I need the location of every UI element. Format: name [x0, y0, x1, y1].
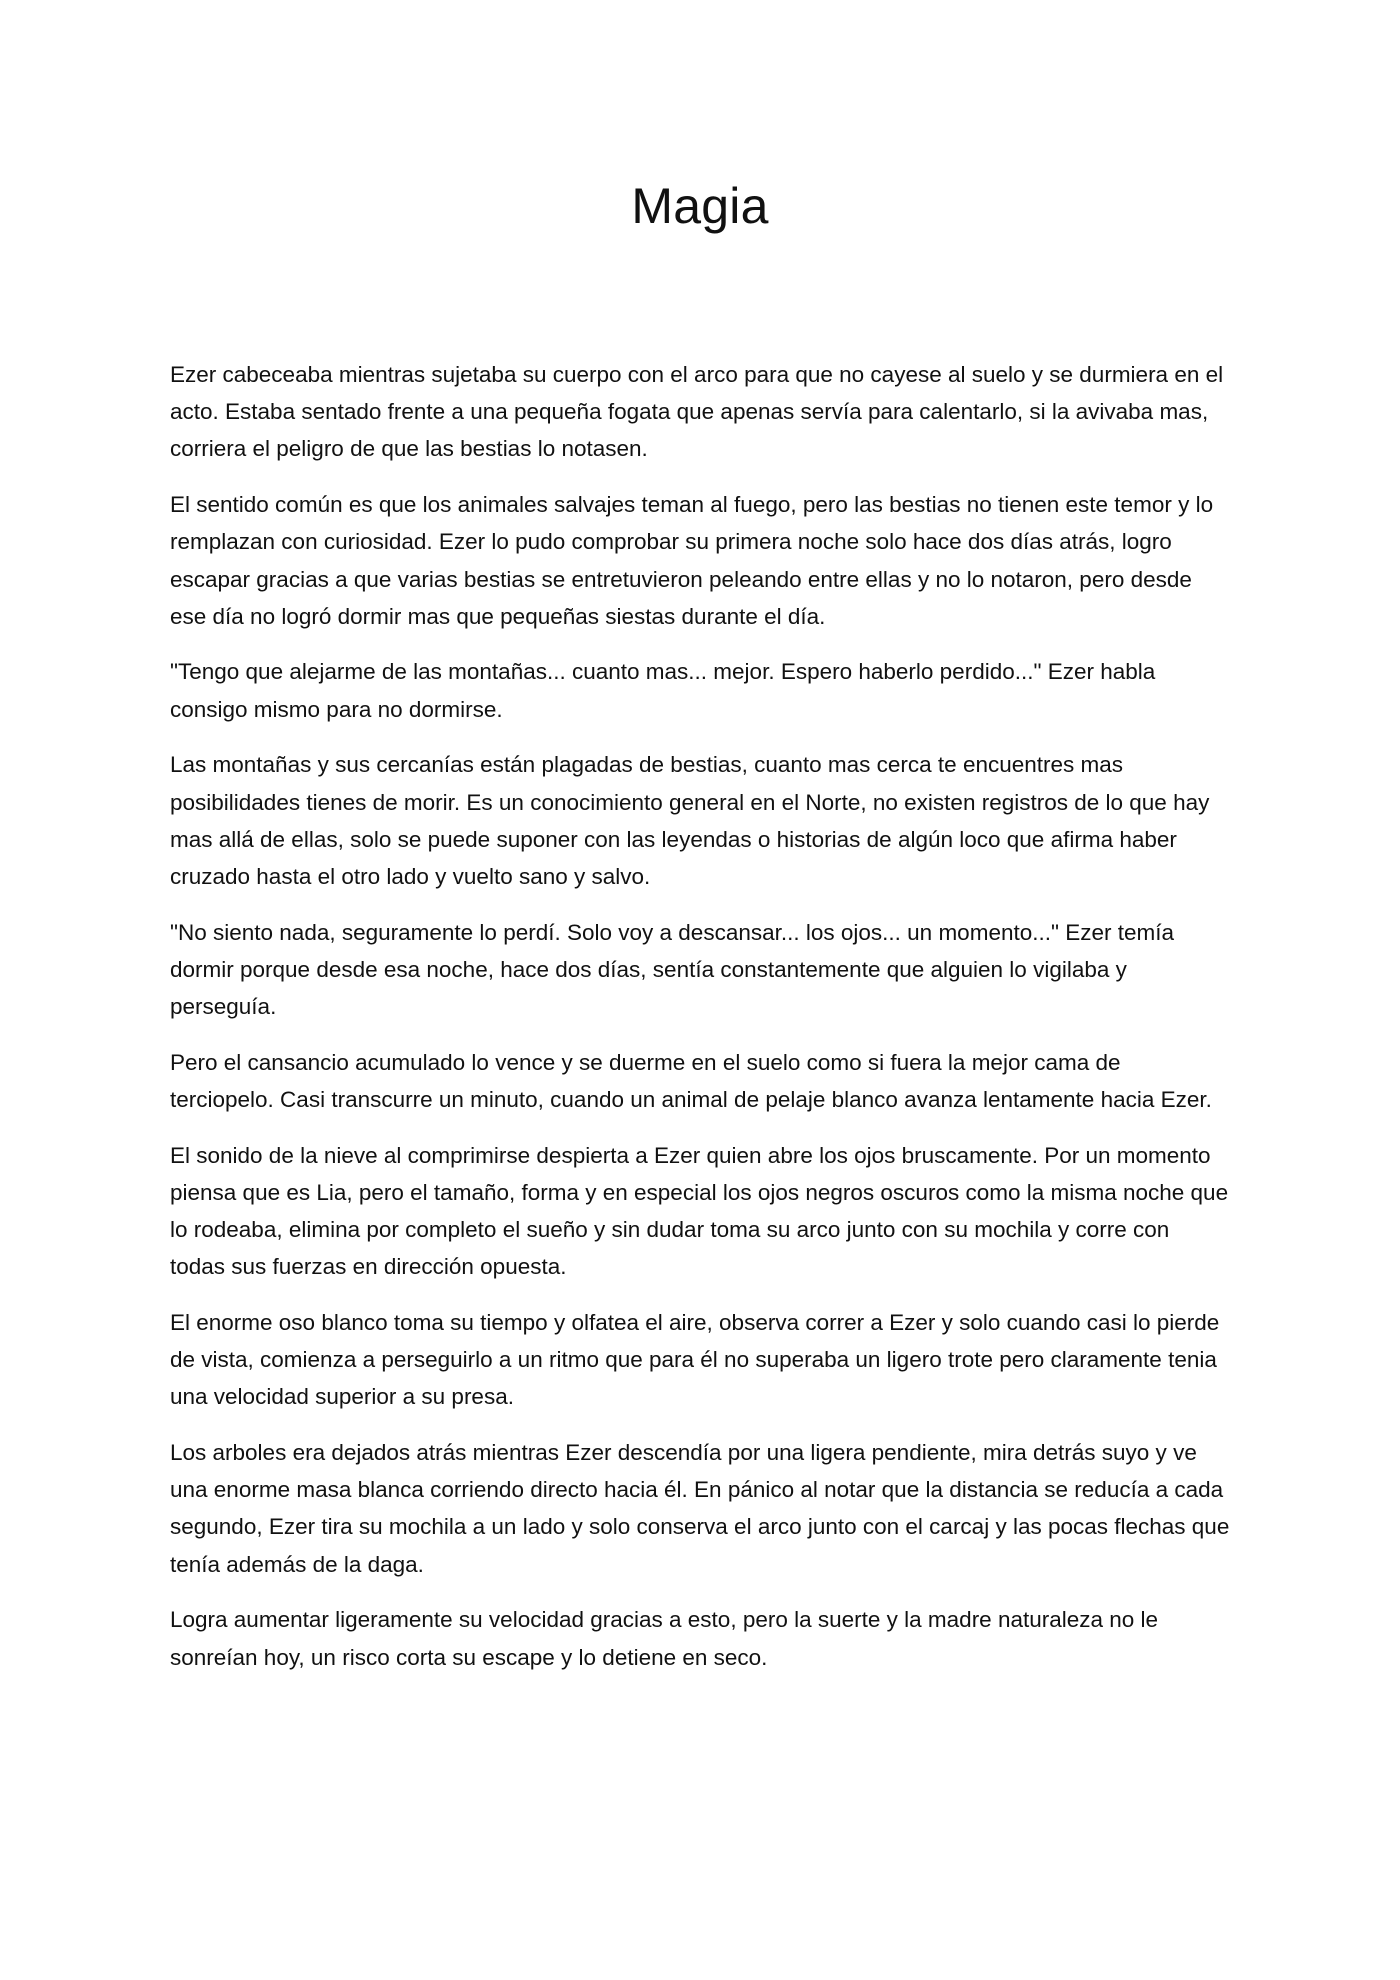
- paragraph-8: El enorme oso blanco toma su tiempo y olfatea el aire, observa correr a Ezer y solo cuando casi lo pierde de vista, comienza a perseguirlo a un ritmo que para él no superaba un ligero trote pero claramente tenia una velocidad superior a su presa.: [170, 1309, 1220, 1410]
- paragraph-1: Ezer cabeceaba mientras sujetaba su cuerpo con el arco para que no cayese al suelo y se durmiera en el acto. Estaba sentado frente a una pequeña fogata que apenas servía para calentarlo, si la avivaba mas, corriera el peligro de que las bestias lo notasen.: [170, 362, 1224, 462]
- paragraph-6: Pero el cansancio acumulado lo vence y se duerme en el suelo como si fuera la mejor cama de terciopelo. Casi transcurre un minuto, cuando un animal de pelaje blanco avanza lentamente hacia Ezer.: [170, 1049, 1212, 1112]
- paragraph-7: El sonido de la nieve al comprimirse despierta a Ezer quien abre los ojos bruscamente. Por un momento piensa que es Lia, pero el tamaño, forma y en especial los ojos negros oscuros como la misma noche que lo rodeaba, elimina por completo el sueño y sin dudar toma su arco junto con su mochila y corre con todas sus fuerzas en dirección opuesta.: [170, 1142, 1229, 1280]
- paragraph-3: "Tengo que alejarme de las montañas... cuanto mas... mejor. Espero haberlo perdido..." Ezer habla consigo mismo para no dormirse.: [170, 659, 1156, 722]
- document-body: [170, 356, 1230, 1676]
- page-title: Magia: [631, 178, 769, 234]
- paragraph-9: Los arboles era dejados atrás mientras Ezer descendía por una ligera pendiente, mira detrás suyo y ve una enorme masa blanca corriendo directo hacia él. En pánico al notar que la distancia se reducía a cada segundo, Ezer tira su mochila a un lado y solo conserva el arco junto con el carcaj y las pocas flechas que tenía además de la daga.: [170, 1440, 1230, 1577]
- paragraph-10: Logra aumentar ligeramente su velocidad gracias a esto, pero la suerte y la madre naturaleza no le sonreían hoy, un risco corta su escape y lo detiene en seco.: [170, 1607, 1159, 1670]
- paragraph-4: Las montañas y sus cercanías están plagadas de bestias, cuanto mas cerca te encuentres mas posibilidades tienes de morir. Es un conocimiento general en el Norte, no existen registros de lo que hay mas allá de ellas, solo se puede suponer con las leyendas o historias de algún loco que afirma haber cruzado hasta el otro lado y vuelto sano y salvo.: [170, 752, 1210, 889]
- paragraph-5: "No siento nada, seguramente lo perdí. Solo voy a descansar... los ojos... un momento..." Ezer temía dormir porque desde esa noche, hace dos días, sentía constantemente que alguien lo vigilaba y perseguía.: [170, 919, 1175, 1020]
- paragraph-2: El sentido común es que los animales salvajes teman al fuego, pero las bestias no tienen este temor y lo remplazan con curiosidad. Ezer lo pudo comprobar su primera noche solo hace dos días atrás, logro escapar gracias a que varias bestias se entretuvieron peleando entre ellas y no lo notaron, pero desde ese día no logró dormir mas que pequeñas siestas durante el día.: [170, 492, 1214, 629]
